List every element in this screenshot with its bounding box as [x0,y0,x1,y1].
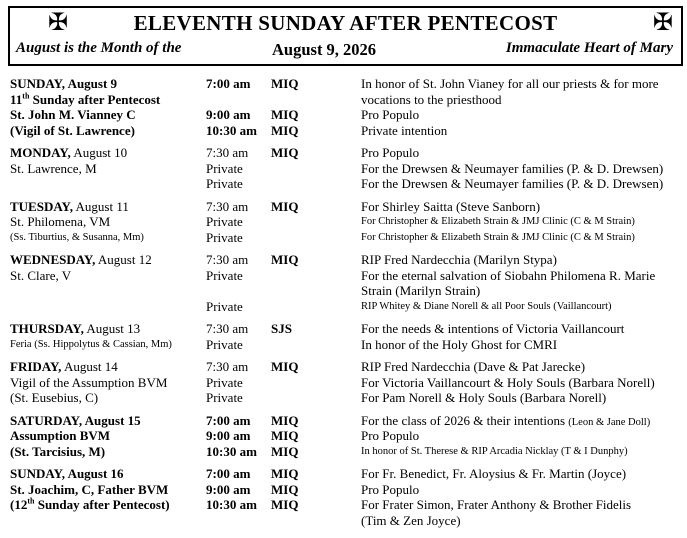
celebrant-cell: MIQ [271,497,299,512]
feast-cell: MONDAY, August 10 [10,145,128,160]
time-cell: Private [206,160,243,176]
schedule-row [10,268,680,284]
schedule-row [10,92,680,108]
schedule-row [10,321,680,337]
celebrant-cell: MIQ [271,122,299,138]
schedule-row [10,390,680,406]
page-header [8,6,683,66]
celebrant-cell: MIQ [271,76,299,91]
schedule-row [10,375,680,391]
month-dedication-name: Immaculate Heart of Mary [505,40,673,56]
intention-cell: Private intention [361,122,448,138]
intention-cell: Pro Populo [361,107,420,122]
celebrant-cell: SJS [271,321,292,336]
feast-cell: St. Philomena, VM [10,214,111,229]
celebrant-cell [271,214,361,230]
feast-cell: SUNDAY, August 9 [10,76,118,91]
schedule-row [10,444,680,460]
intention-cell: vocations to the priesthood [361,91,502,107]
feast-cell: TUESDAY, August 11 [10,198,129,214]
celebrant-cell: MIQ [271,481,299,497]
time-cell: 7:00 am [206,412,251,428]
celebrant-cell: MIQ [271,428,299,443]
celebrant-cell: MIQ [271,359,299,374]
intention-cell: Pro Populo [361,428,420,443]
intention-cell: For the eternal salvation of Siobahn Philomena R. Marie [361,267,656,283]
time-cell: 9:00 am [206,481,251,497]
intention-cell: RIP Whitey & Diane Norell & all Poor Souls (Vaillancourt) [361,300,612,312]
cross-icon: ✠ [652,10,673,36]
schedule-row [10,337,680,353]
schedule-row [10,107,680,123]
celebrant-cell [271,337,361,353]
day-group [10,321,680,352]
page-title: ELEVENTH SUNDAY AFTER PENTECOST [133,11,558,35]
intention-cell: For Christopher & Elizabeth Strain & JMJ Clinic (C & M Strain) [361,231,635,243]
time-cell: Private [206,267,243,283]
schedule-row [10,199,680,215]
mass-schedule [10,76,680,535]
feast-cell: Vigil of the Assumption BVM [10,374,168,390]
time-cell [206,92,271,108]
intention-cell: In honor of St. Therese & RIP Arcadia Nicklay (T & I Dunphy) [361,445,628,457]
time-cell: Private [206,374,243,390]
cross-icon: ✠ [48,10,69,36]
feast-cell: (12th Sunday after Pentecost) [10,496,170,512]
page-date: August 9, 2026 [272,40,377,59]
feast-cell: St. Clare, V [10,267,72,283]
schedule-row [10,176,680,192]
celebrant-cell [271,299,361,315]
time-cell [206,513,271,529]
time-cell: Private [206,298,243,314]
feast-cell [10,513,206,529]
celebrant-cell [271,390,361,406]
intention-cell: For Pam Norell & Holy Souls (Barbara Norell) [361,390,607,405]
time-cell: Private [206,176,243,191]
intention-cell: In honor of the Holy Ghost for CMRI [361,336,558,352]
celebrant-cell: MIQ [271,145,299,160]
feast-cell: THURSDAY, August 13 [10,321,141,336]
intention-cell: For Victoria Vaillancourt & Holy Souls (Barbara Norell) [361,374,655,390]
intention-cell: Strain (Marilyn Strain) [361,283,481,298]
schedule-row [10,252,680,268]
celebrant-cell: MIQ [271,443,299,459]
intention-cell: RIP Fred Nardecchia (Dave & Pat Jarecke) [361,359,586,374]
intention-cell: (Tim & Zen Joyce) [361,512,461,528]
feast-cell [10,299,206,315]
celebrant-cell [271,230,361,246]
schedule-row [10,161,680,177]
schedule-row [10,283,680,299]
celebrant-cell [271,92,361,108]
time-cell: 7:30 am [206,359,249,374]
time-cell: Private [206,214,243,229]
celebrant-cell: MIQ [271,198,299,214]
intention-cell: Pro Populo [361,145,420,160]
celebrant-cell: MIQ [271,412,299,428]
day-group [10,359,680,406]
intention-cell: For the Drewsen & Neumayer families (P. & D. Drewsen) [361,160,664,176]
time-cell: 10:30 am [206,122,257,138]
intention-cell: In honor of St. John Vianey for all our priests & for more [361,76,659,91]
time-cell [206,283,271,299]
celebrant-cell [271,375,361,391]
feast-cell [10,283,206,299]
schedule-row [10,145,680,161]
celebrant-cell: MIQ [271,107,299,122]
intention-cell: For the needs & intentions of Victoria Vaillancourt [361,321,625,336]
day-group [10,466,680,528]
month-dedication-label: August is the Month of the [16,40,182,56]
schedule-row [10,123,680,139]
intention-cell: For Fr. Benedict, Fr. Aloysius & Fr. Martin (Joyce) [361,466,627,481]
time-cell: Private [206,229,243,245]
time-cell: 9:00 am [206,428,251,443]
day-group [10,252,680,314]
celebrant-cell [271,513,361,529]
schedule-row [10,513,680,529]
intention-cell: For Shirley Saitta (Steve Sanborn) [361,198,541,214]
feast-cell: SUNDAY, August 16 [10,466,124,481]
schedule-row [10,76,680,92]
schedule-row [10,359,680,375]
intention-cell: For Christopher & Elizabeth Strain & JMJ Clinic (C & M Strain) [361,216,635,227]
feast-cell: (Ss. Tiburtius, & Susanna, Mm) [10,231,144,243]
celebrant-cell [271,176,361,192]
schedule-row [10,230,680,246]
feast-cell: (St. Tarcisius, M) [10,443,106,459]
day-group [10,199,680,246]
feast-cell: (Vigil of St. Lawrence) [10,122,135,138]
celebrant-cell: MIQ [271,466,299,481]
schedule-row [10,482,680,498]
feast-cell: St. Lawrence, M [10,160,97,176]
feast-cell [10,176,206,192]
schedule-row [10,497,680,513]
feast-cell: 11th Sunday after Pentecost [10,91,161,107]
time-cell: 10:30 am [206,497,257,512]
celebrant-cell: MIQ [271,252,299,267]
intention-cell: For the Drewsen & Neumayer families (P. & D. Drewsen) [361,176,664,191]
intention-cell: Pro Populo [361,481,420,497]
time-cell: 9:00 am [206,107,251,122]
time-cell: 7:30 am [206,321,249,336]
feast-cell: (St. Eusebius, C) [10,390,99,405]
time-cell: Private [206,390,243,405]
time-cell: 7:30 am [206,145,249,160]
time-cell: 7:00 am [206,466,251,481]
feast-cell: SATURDAY, August 15 [10,412,141,428]
feast-cell: Feria (Ss. Hippolytus & Cassian, Mm) [10,338,172,350]
feast-cell: Assumption BVM [10,428,111,443]
time-cell: 10:30 am [206,443,257,459]
day-group [10,76,680,138]
feast-cell: St. Joachim, C, Father BVM [10,481,169,497]
schedule-row [10,428,680,444]
day-group [10,413,680,460]
intention-cell: RIP Fred Nardecchia (Marilyn Stypa) [361,252,557,267]
feast-cell: WEDNESDAY, August 12 [10,252,152,267]
schedule-row [10,466,680,482]
time-cell: 7:30 am [206,252,249,267]
celebrant-cell [271,283,361,299]
intention-cell: For the class of 2026 & their intentions (Leon & Jane Doll) [361,412,651,428]
schedule-row [10,299,680,315]
schedule-row [10,413,680,429]
schedule-row [10,214,680,230]
time-cell: Private [206,336,243,352]
celebrant-cell [271,268,361,284]
feast-cell: FRIDAY, August 14 [10,359,118,374]
intention-cell: For Frater Simon, Frater Anthony & Brother Fidelis [361,497,632,512]
feast-cell: St. John M. Vianney C [10,107,136,122]
day-group [10,145,680,192]
time-cell: 7:30 am [206,198,249,214]
celebrant-cell [271,161,361,177]
time-cell: 7:00 am [206,76,251,91]
